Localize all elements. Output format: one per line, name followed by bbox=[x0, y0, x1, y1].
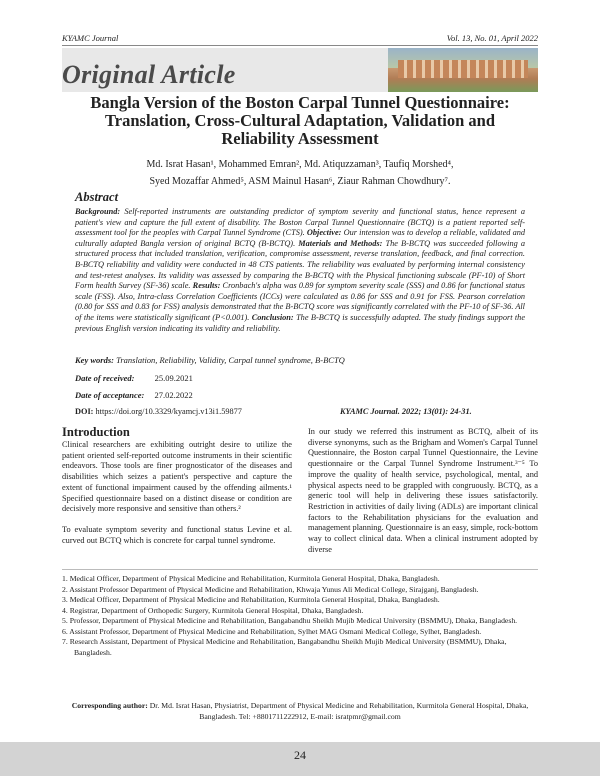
keywords-value: Translation, Reliability, Validity, Carpal tunnel syndrome, B-BCTQ bbox=[116, 355, 345, 365]
results-text: Cronbach's alpha was 0.89 for symptom severity scale (SSS) and 0.86 for functional status scale (FSS). Also, Intra-class Correlation Coefficients (ICCs) were calculated as 0.86 for SSS and 0.91 for FSS. Pearson correlation (0.80 for SSS and 0.83 for FSS) analysis demonstrated that the B-BCTQ score was significantly correlated with the PF-10 of SF-36. All of the items were statistically significant (P<0.001). bbox=[75, 281, 525, 322]
affiliation-item: 2. Assistant Professor Department of Physical Medicine and Rehabilitation, Khwaja Yunus Ali Medical College, Sirajganj, Bangladesh. bbox=[62, 584, 479, 594]
objective-label: Objective: bbox=[306, 228, 342, 238]
page-number: 24 bbox=[294, 748, 306, 762]
affiliation-item: 6. Assistant Professor, Department of Physical Medicine and Rehabilitation, Sylhet MAG Osmani Medical College, Sylhet, Bangladesh. bbox=[62, 626, 482, 636]
running-header-journal: KYAMC Journal bbox=[62, 33, 119, 43]
introduction-heading: Introduction bbox=[62, 425, 130, 439]
background-label: Background: bbox=[75, 207, 121, 216]
affiliation-item: 1. Medical Officer, Department of Physical Medicine and Rehabilitation, Kurmitola General Hospital, Dhaka, Bangladesh. bbox=[62, 574, 440, 583]
objective-text: Our intension was to develop a reliable, validated and culturally adapted Bangla version of original BCTQ (B-BCTQ). bbox=[75, 228, 526, 248]
corresponding-author bbox=[62, 701, 538, 722]
campus-photo bbox=[388, 48, 538, 92]
affiliation-item: 7. Research Assistant, Department of Physical Medicine and Rehabilitation, Bangabandhu Sheikh Mujib Medical University (BSMMU), Dhaka, Bangladesh. bbox=[62, 637, 507, 657]
affiliation-item: 3. Medical Officer, Department of Physical Medicine and Rehabilitation, Kurmitola General Hospital, Dhaka, Bangladesh. bbox=[62, 595, 440, 604]
abstract-heading: Abstract bbox=[75, 190, 119, 204]
date-received bbox=[75, 373, 193, 383]
keywords bbox=[75, 355, 345, 365]
doi bbox=[75, 407, 242, 416]
intro-paragraph-3: In our study we referred this instrument as BCTQ, albeit of its diverse synonyms, such as the Brigham and Women's Carpal Tunnel Questionnaire, the Boston carpal Tunnel Questionnaire, the Levine questionnaire or the Carpal Tunnel Syndrome Instrument.³⁻⁵ To improve the quality of health service, psychological, mental, and physical aspects need to be grappled with congruously. BCTQ, as a generic tool will help in delivering these issues satisfactorily. Restriction in activities of daily living (ADLs) are important clinical factors to the Rehabilitation physicians for the evaluation and management planning. Questionnaire is an easy, simple, rock-bottom way to collect clinical data. When a clinical instrument adopted by diverse bbox=[308, 427, 538, 554]
doi-label: DOI: bbox=[75, 407, 94, 416]
abstract-body bbox=[75, 207, 525, 334]
article-title: Bangla Version of the Boston Carpal Tunnel Questionnaire: Translation, Cross-Cultural Adaptation, Validation and Reliability Assessment bbox=[90, 93, 510, 148]
received-label: Date of received: bbox=[75, 373, 135, 383]
results-label: Results: bbox=[192, 281, 221, 291]
intro-column-left bbox=[62, 440, 292, 546]
accepted-label: Date of acceptance: bbox=[75, 390, 145, 400]
received-value: 25.09.2021 bbox=[154, 373, 193, 383]
author-line-2: Syed Mozaffar Ahmed⁵, ASM Mainul Hasan⁶, Ziaur Rahman Chowdhury⁷. bbox=[149, 176, 451, 187]
conclusion-text: The B-BCTQ is successfully adapted. The study findings support the previous English version indicating its validity and reliability. bbox=[75, 312, 526, 333]
keywords-label: Key words: bbox=[75, 355, 114, 365]
doi-link[interactable]: https://doi.org/10.3329/kyamcj.v13i1.59877 bbox=[95, 407, 242, 416]
intro-paragraph-1: Clinical researchers are exhibiting outright desire to utilize the patient oriented self-reported outcome instruments in their scientific endeavors. Those tools are finer prognosticator of the diseases and disabilities which seizes a patient's perspective and capture the extent of functional impairment caused by the offending ailments.¹ Specified questionnaire based on a distinct disease or condition are decisively more responsive and sensitive than others.² bbox=[62, 440, 292, 514]
header-rule bbox=[62, 45, 538, 46]
article-type-label: Original Article bbox=[62, 60, 236, 89]
affiliations bbox=[62, 574, 538, 658]
accepted-value: 27.02.2022 bbox=[154, 390, 193, 400]
running-header-issue: Vol. 13, No. 01, April 2022 bbox=[446, 33, 538, 43]
corresponding-label: Corresponding author: bbox=[71, 701, 148, 710]
background-text: Self-reported instruments are outstanding predictor of symptom severity and functional status, hence represent a patient's view and capture the full extent of disability. The Boston Carpal Tunnel Questionnaire (BCTQ) is a patient reported self-assessment tool for the peoples with Carpal Tunnel Syndrome (CTS). bbox=[75, 207, 525, 238]
affiliation-item: 4. Registrar, Department of Orthopedic Surgery, Kurmitola General Hospital, Dhaka, Bangladesh. bbox=[62, 605, 364, 615]
methods-label: Materials and Methods: bbox=[298, 238, 383, 248]
footnote-rule bbox=[62, 569, 538, 570]
citation: KYAMC Journal. 2022; 13(01): 24-31. bbox=[340, 407, 472, 416]
methods-text: The B-BCTQ was succeeded following a structured process that included translation, verification, compromise assessment, reverse translation, feedback, and final correction. B-BCTQ reliability and validity were conducted in 48 CTS patients. The reliability was evaluated by performing internal consistency and test-retest analyses. Its validity was assessed by comparing the B-BCTQ with the Physical functioning subscale (PF-10) of Short Form health Survey (SF-36) scale. bbox=[75, 238, 525, 291]
affiliation-item: 5. Professor, Department of Physical Medicine and Rehabilitation, Bangabandhu Sheikh Mujib Medical University (BSMMU), Dhaka, Bangladesh. bbox=[62, 616, 518, 625]
corresponding-text: Dr. Md. Israt Hasan, Physiatrist, Department of Physical Medicine and Rehabilitation, Kurmitola General Hospital, Dhaka, Bangladesh. Tel: +8801711222912, E-mail: isratpmr@gmail.com bbox=[149, 701, 529, 721]
intro-paragraph-2: To evaluate symptom severity and functional status Levine et al. curved out BCTQ which is concrete for carpal tunnel syndrome. bbox=[62, 524, 292, 545]
intro-column-right bbox=[308, 427, 538, 555]
conclusion-label: Conclusion: bbox=[251, 312, 294, 322]
author-line-1: Md. Israt Hasan¹, Mohammed Emran², Md. Atiquzzaman³, Taufiq Morshed⁴, bbox=[146, 159, 454, 170]
date-accepted bbox=[75, 390, 193, 400]
